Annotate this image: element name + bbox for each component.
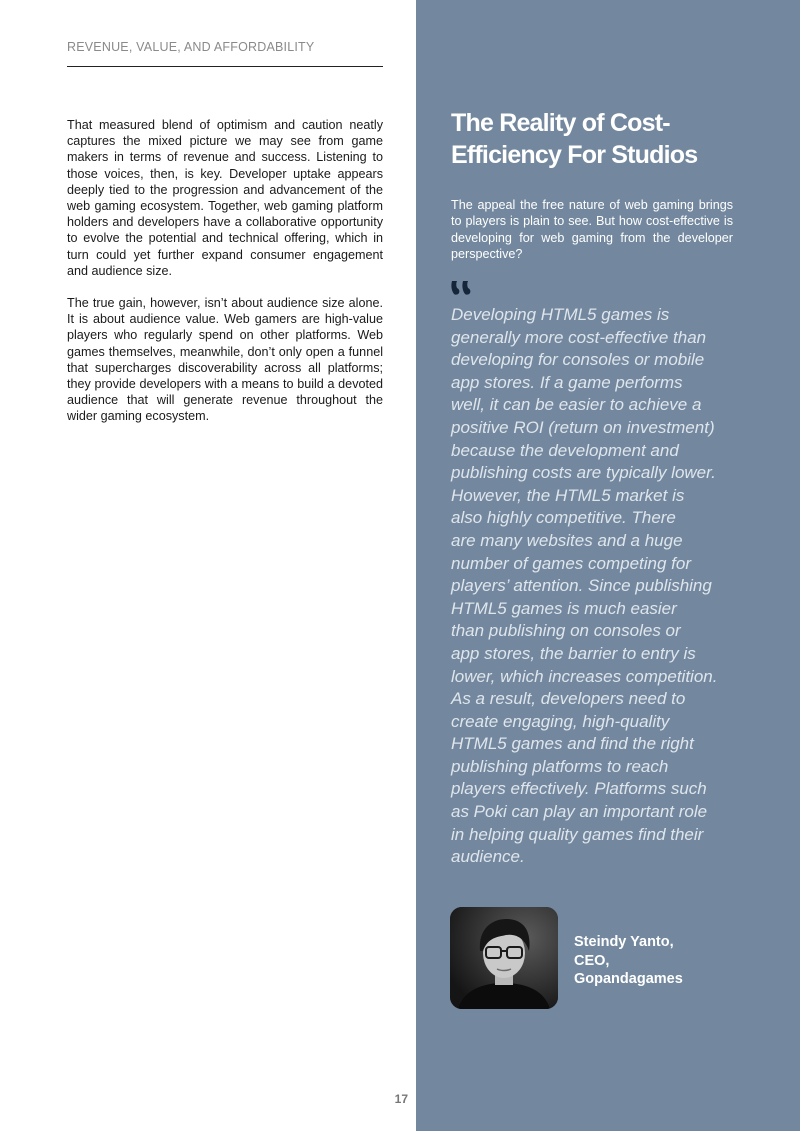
pull-quote: Developing HTML5 games is generally more cost-effective than developing for consoles or mobile app stores. If a game performs well, it can be easier to achieve a positive ROI (return on investment) because the development and publishing costs are typically lower. However, the HTML5 market is also highly competitive. There are many websites and a huge number of games competing for players’ attention. Since publishing HTML5 games is much easier than publishing on consoles or app stores, the barrier to entry is lower, which increases competition. As a result, developers need to create engaging, high-quality HTML5 games and find the right publishing platforms to reach players effectively. Platforms such as Poki can play an important role in helping quality games find their audience. — [451, 305, 718, 867]
sidebar-title: The Reality of Cost-Efficiency For Studios — [451, 109, 698, 169]
page-number: 17 — [394, 1092, 408, 1106]
header-divider — [67, 66, 383, 67]
sidebar-intro: The appeal the free nature of web gaming brings to players is plain to see. But how cost-effective is developing for web gaming from the developer perspective? — [451, 198, 733, 261]
article-body — [67, 117, 383, 441]
section-label: REVENUE, VALUE, AND AFFORDABILITY — [67, 40, 315, 54]
paragraph: The true gain, however, isn’t about audience size alone. It is about audience value. Web gamers are high-value players who regularly spend on other platforms. Web games themselves, meanwhile, don’t only open a funnel that supercharges discoverability across all platforms; they provide developers with a means to build a devoted audience that will generate revenue throughout the wider gaming ecosystem. — [67, 296, 383, 424]
quote-mark-icon — [450, 280, 474, 296]
sidebar-panel — [416, 0, 800, 1131]
quote-attribution: Steindy Yanto, CEO, Gopandagames — [574, 934, 683, 987]
avatar — [450, 907, 558, 1009]
paragraph: That measured blend of optimism and caution neatly captures the mixed picture we may see from game makers in terms of revenue and success. Listening to those voices, then, is key. Developer uptake appears deeply tied to the progression and advancement of the web gaming ecosystem. Together, web gaming platform holders and developers have a collaborative opportunity to evolve the potential and technical offering, which in turn could yet further expand consumer engagement and audience size. — [67, 118, 383, 278]
